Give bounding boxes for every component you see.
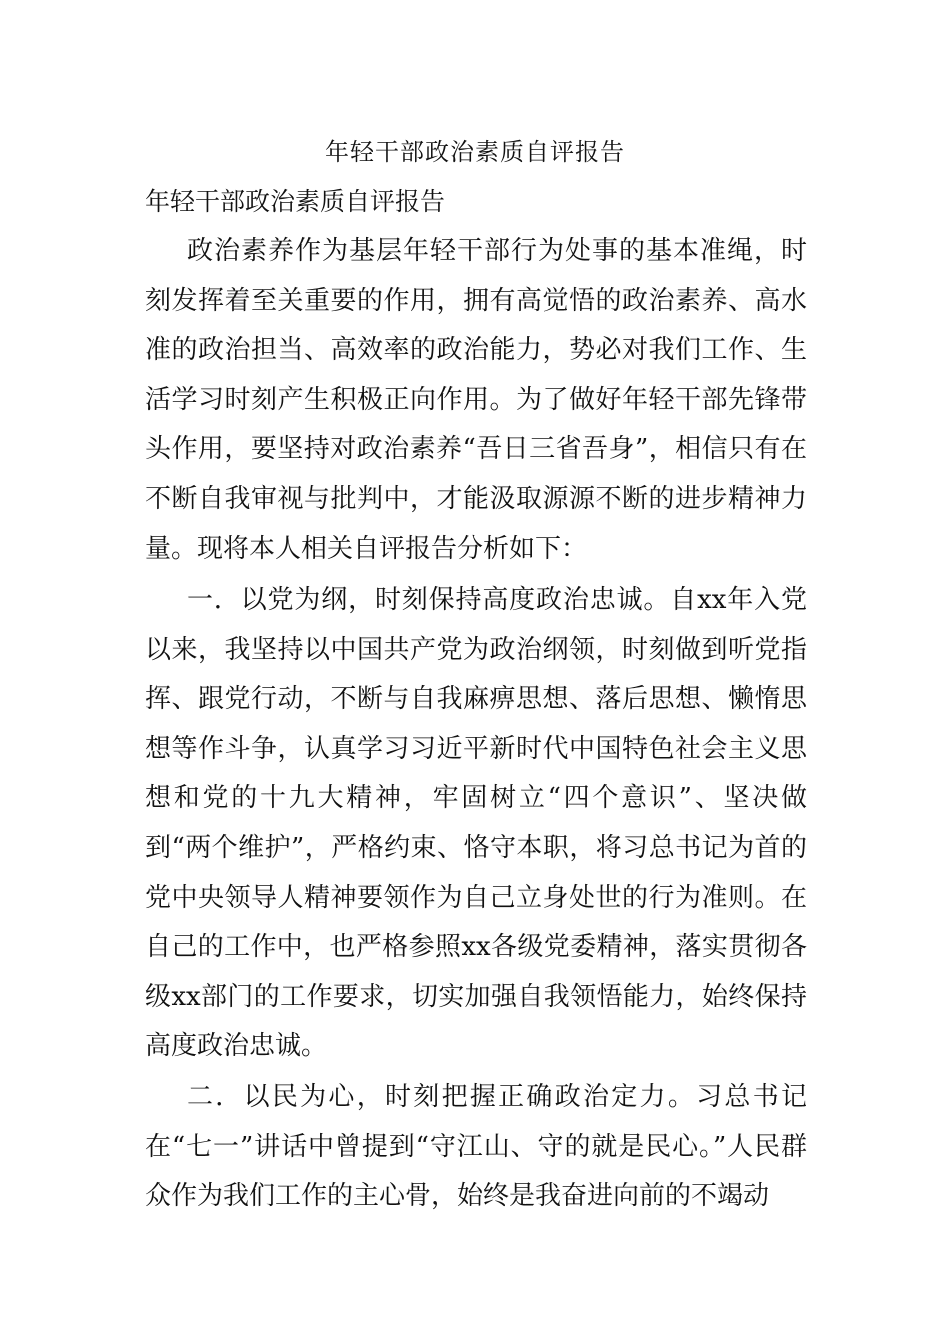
- paragraph-intro: 政治素养作为基层年轻干部行为处事的基本准绳，时刻发挥着至关重要的作用，拥有高觉悟的政治素养、高水准的政治担当、高效率的政治能力，势必对我们工作、生活学习时刻产生积极正向作用。为了做好年轻干部先锋带头作用，要坚持对政治素养“吾日三省吾身”，相信只有在不断自我审视与批判中，才能汲取源源不断的进步精神力量。现将本人相关自评报告分析如下：: [145, 236, 807, 564]
- paragraph-section-1: 一．以党为纲，时刻保持高度政治忠诚。自xx年入党以来，我坚持以中国共产党为政治纲领，时刻做到听党指挥、跟党行动，不断与自我麻痹思想、落后思想、懒惰思想等作斗争，认真学习习近平新时代中国特色社会主义思想和党的十九大精神，牢固树立“四个意识”、坚决做到“两个维护”，严格约束、恪守本职，将习总书记为首的党中央领导人精神要领作为自己立身处世的行为准则。在自己的工作中，也严格参照xx各级党委精神，落实贯彻各级xx部门的工作要求，切实加强自我领悟能力，始终保持高度政治忠诚。: [145, 585, 807, 1062]
- paragraph-section-2: 二．以民为心，时刻把握正确政治定力。习总书记在“七一”讲话中曾提到“守江山、守的就是民心。”人民群众作为我们工作的主心骨，始终是我奋进向前的不竭动: [145, 1082, 807, 1212]
- document-title: 年轻干部政治素质自评报告: [325, 138, 625, 166]
- document-subtitle: 年轻干部政治素质自评报告: [145, 187, 446, 216]
